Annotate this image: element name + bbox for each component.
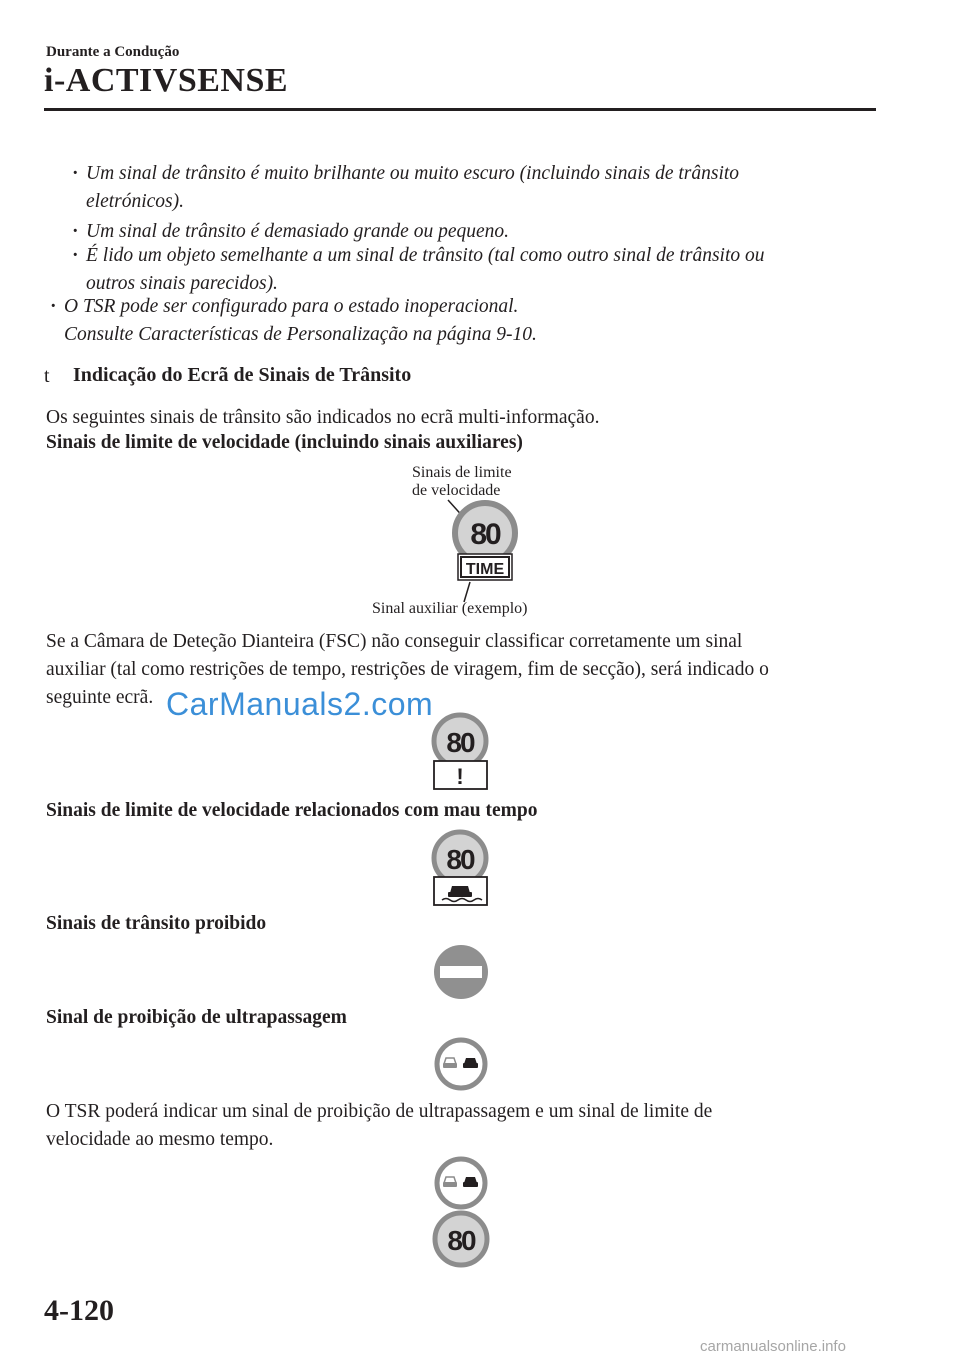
footer-site: carmanualsonline.info <box>700 1338 846 1355</box>
title-rule <box>44 108 876 111</box>
watermark: CarManuals2.com <box>166 686 434 722</box>
no-entry-sign <box>433 944 489 1000</box>
section-heading: Indicação do Ecrã de Sinais de Trânsito <box>73 364 412 386</box>
speed-limit-value: 80 <box>446 727 474 758</box>
condition-text: Um sinal de trânsito é demasiado grande ou pequeno. <box>86 221 510 242</box>
section-label: Durante a Condução <box>46 44 180 60</box>
note-line-1: O TSR pode ser configurado para o estado inoperacional. <box>64 296 519 317</box>
condition-item: · Um sinal de trânsito é demasiado grande ou pequeno. <box>72 218 892 246</box>
unclassified-sign <box>430 710 492 792</box>
bad-weather-sign <box>430 828 492 908</box>
chapter-title: i-ACTIVSENSE <box>44 62 289 99</box>
auxiliary-plate-text: TIME <box>465 561 505 578</box>
note: · O TSR pode ser configurado para o estado inoperacional. Consulte Características de Personalização na página 9-10. <box>50 293 890 349</box>
no-entry-subhead: Sinais de trânsito proibido <box>46 913 267 934</box>
no-overtaking-sign <box>433 1036 489 1092</box>
condition-item: · Um sinal de trânsito é muito brilhante ou muito escuro (incluindo sinais de trânsito eletrónicos). <box>72 160 892 216</box>
intro-text: Os seguintes sinais de trânsito são indicados no ecrã multi-informação. <box>46 407 600 428</box>
condition-item: · É lido um objeto semelhante a um sinal de trânsito (tal como outro sinal de trânsito ou outros sinais parecidos). <box>72 242 892 298</box>
weather-subhead: Sinais de limite de velocidade relacionados com mau tempo <box>46 800 538 821</box>
fsc-paragraph: Se a Câmara de Deteção Dianteira (FSC) não conseguir classificar corretamente um sinal auxiliar (tal como restrições de tempo, restrições de viragem, fim de secção), será indicado o seguinte ecrã. <box>46 631 769 708</box>
exclamation-icon: ! <box>456 764 464 789</box>
speed-limit-value: 80 <box>447 1225 475 1256</box>
speed-limit-value: 80 <box>446 844 474 875</box>
callout-speed-limit: Sinais de limite de velocidade <box>412 464 512 499</box>
no-entry-bar <box>440 966 482 978</box>
no-overtaking-sign <box>437 1159 485 1207</box>
combined-paragraph: O TSR poderá indicar um sinal de proibição de ultrapassagem e um sinal de limite de velocidade ao mesmo tempo. <box>46 1101 713 1150</box>
speed-limit-diagram <box>440 498 530 608</box>
condition-text-cont: outros sinais parecidos). <box>86 273 278 294</box>
callout-auxiliary: Sinal auxiliar (exemplo) <box>372 600 528 617</box>
page-number: 4-120 <box>44 1294 114 1327</box>
note-line-2: Consulte Características de Personalização na página 9-10. <box>64 324 537 345</box>
condition-text: Um sinal de trânsito é muito brilhante ou muito escuro (incluindo sinais de trânsito <box>86 163 740 184</box>
speed-limit-value: 80 <box>470 518 500 551</box>
combined-signs <box>430 1155 492 1270</box>
condition-text-cont: eletrónicos). <box>86 191 185 212</box>
no-overtaking-subhead: Sinal de proibição de ultrapassagem <box>46 1007 347 1028</box>
callout-line <box>464 582 470 602</box>
heading-marker: t <box>44 365 50 387</box>
condition-text: É lido um objeto semelhante a um sinal de trânsito (tal como outro sinal de trânsito ou <box>86 245 765 266</box>
speed-limit-subhead: Sinais de limite de velocidade (incluindo sinais auxiliares) <box>46 432 523 453</box>
